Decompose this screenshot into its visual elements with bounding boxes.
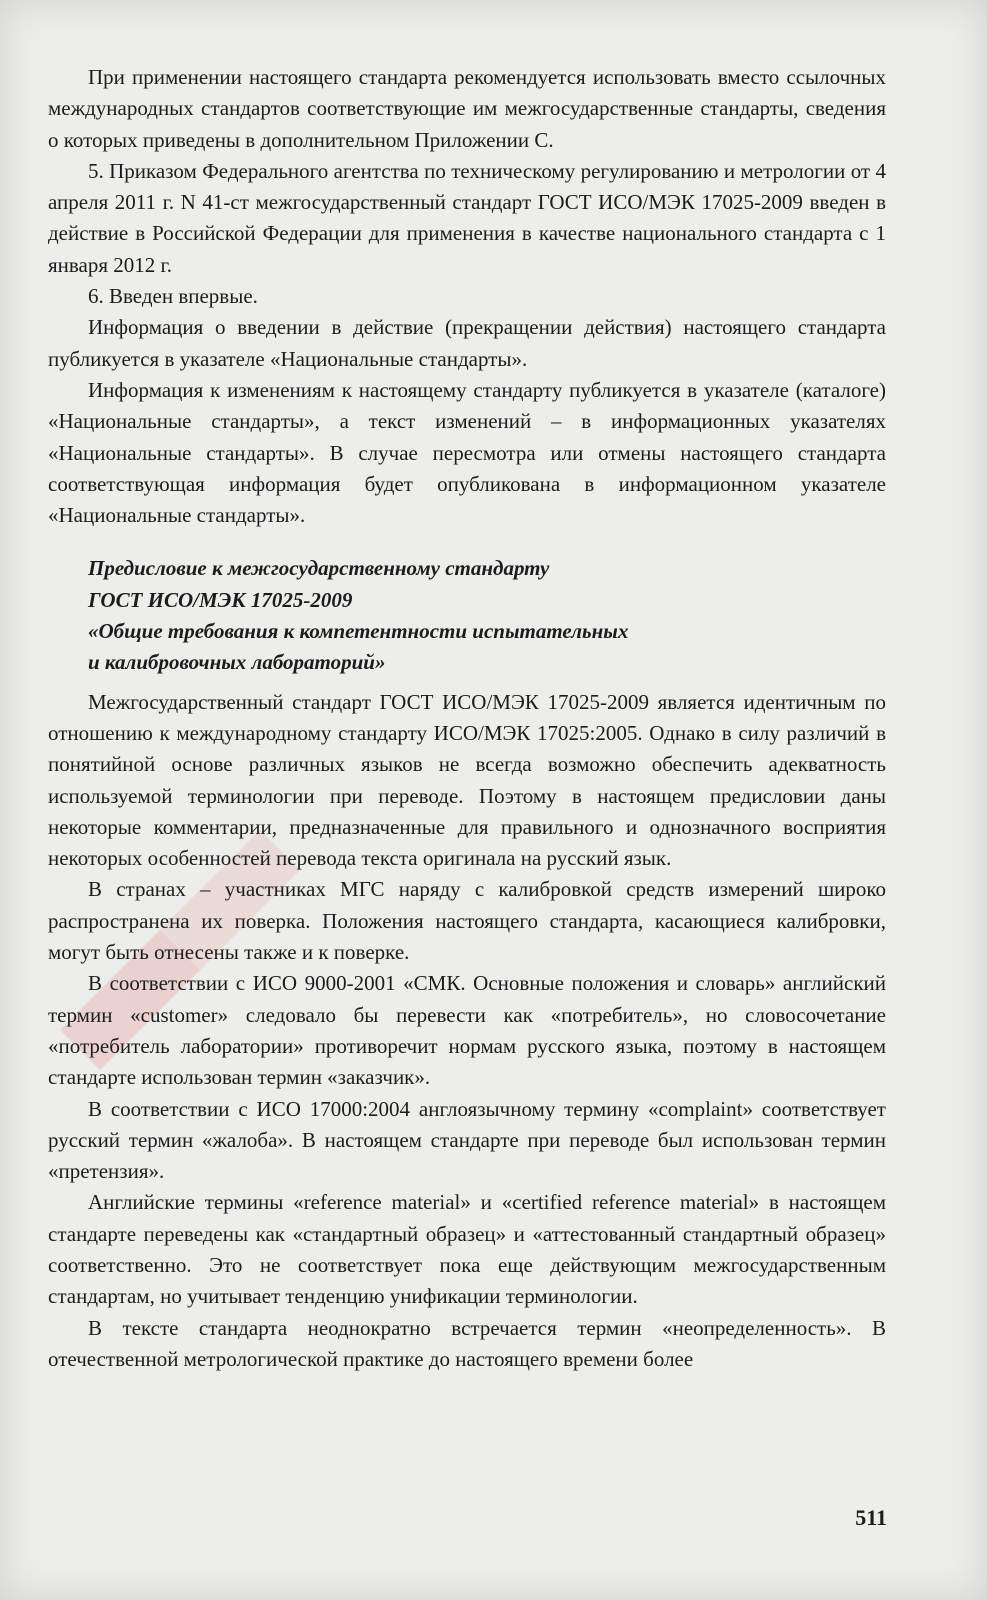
heading-line-2: ГОСТ ИСО/МЭК 17025-2009 xyxy=(88,587,353,612)
heading-line-4: и калибровочных лабораторий» xyxy=(88,650,386,675)
paragraph-info-2: Информация к изменениям к настоящему стандарту публикуется в указателе (каталоге) «Национальные стандарты», а текст изменений – в информационных указателях «Национальные стандарты». В случае пересмотра или отмены настоящего стандарта соответствующая информация будет опубликована в информационном указателе «Национальные стандарты». xyxy=(48,377,886,528)
text-column xyxy=(48,62,886,1375)
heading-line-3: «Общие требования к компетентности испытательных xyxy=(88,619,629,644)
page-number: 511 xyxy=(855,1505,887,1530)
paragraph-item-6: 6. Введен впервые. xyxy=(88,284,258,309)
body-paragraph-4: В соответствии с ИСО 17000:2004 англоязычному термину «complaint» соответствует русский термин «жалоба». В настоящем стандарте при переводе был использован термин «претензия». xyxy=(48,1096,886,1184)
paragraph-intro: При применении настоящего стандарта рекомендуется использовать вместо ссылочных международных стандартов соответствующие им межгосударственные стандарты, сведения о которых приведены в дополнительном Приложении С. xyxy=(48,65,886,152)
body-paragraph-3: В соответствии с ИСО 9000-2001 «СМК. Основные положения и словарь» английский термин «customer» следовало бы перевести как «потребитель», но словосочетание «потребитель лаборатории» противоречит нормам русского языка, поэтому в настоящем стандарте использован термин «заказчик». xyxy=(48,971,886,1090)
section-heading xyxy=(88,553,886,678)
paragraph-item-5: 5. Приказом Федерального агентства по техническому регулированию и метрологии от 4 апреля 2011 г. N 41-ст межгосударственный стандарт ГОСТ ИСО/МЭК 17025-2009 введен в действие в Российской Федерации для применения в качестве национального стандарта с 1 января 2012 г. xyxy=(48,158,886,277)
body-paragraph-5: Английские термины «reference material» и «certified reference material» в настоящем стандарте переведены как «стандартный образец» и «аттестованный стандартный образец» соответственно. Это не соответствует пока еще действующим межгосударственным стандартам, но учитывает тенденцию унификации терминологии. xyxy=(48,1190,886,1309)
paragraph-info-1: Информация о введении в действие (прекращении действия) настоящего стандарта публикуется в указателе «Национальные стандарты». xyxy=(48,315,886,371)
heading-line-1: Предисловие к межгосударственному стандарту xyxy=(88,556,550,581)
body-paragraph-6: В тексте стандарта неоднократно встречается термин «неопределенность». В отечественной метрологической практике до настоящего времени более xyxy=(48,1315,886,1371)
body-paragraph-1: Межгосударственный стандарт ГОСТ ИСО/МЭК 17025-2009 является идентичным по отношению к международному стандарту ИСО/МЭК 17025:2005. Однако в силу различий в понятийной основе различных языков не всегда возможно обеспечить адекватность используемой терминологии при переводе. Поэтому в настоящем предисловии даны некоторые комментарии, предназначенные для правильного и однозначного восприятия некоторых особенностей перевода текста оригинала на русский язык. xyxy=(48,689,886,871)
body-paragraph-2: В странах – участниках МГС наряду с калибровкой средств измерений широко распространена их поверка. Положения настоящего стандарта, касающиеся калибровки, могут быть отнесены также и к поверке. xyxy=(48,877,886,965)
